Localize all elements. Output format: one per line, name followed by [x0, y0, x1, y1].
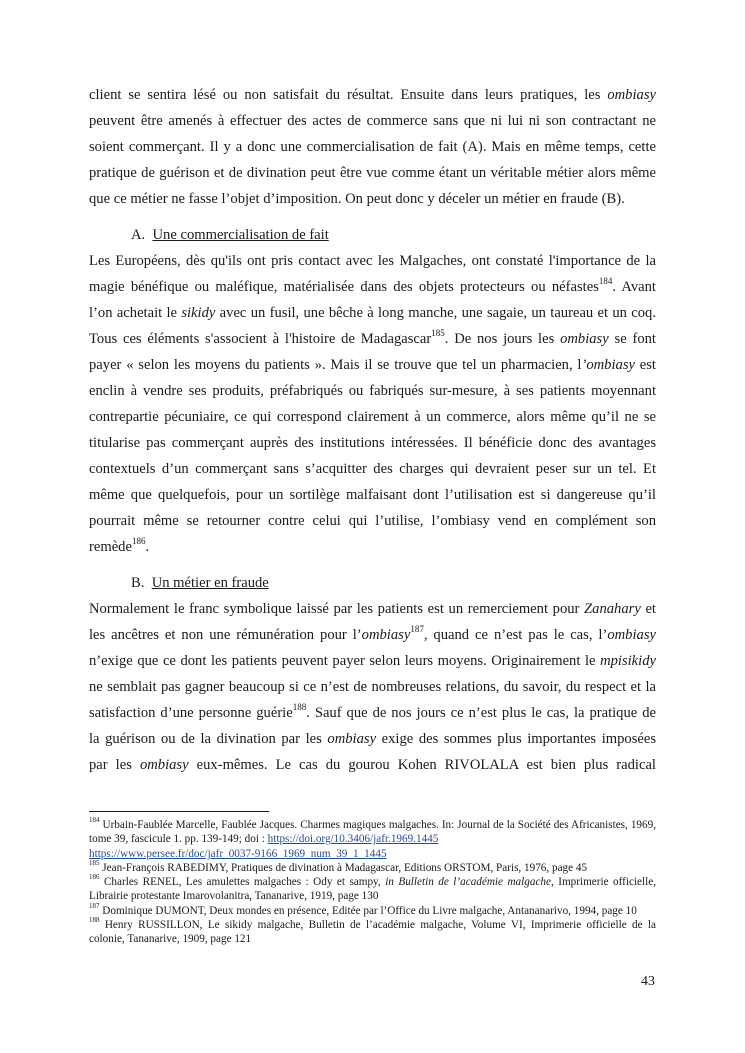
section-b-heading: B. Un métier en fraude — [131, 575, 269, 591]
footnote-186: $^{186}$ Charles RENEL, Les amulettes malgaches : Ody et sampy, in Bulletin de l’académie malgache, Imprimerie officielle, Librairie protestante Imarovolanitra, Tananarive, 1919, page 130 — [89, 873, 656, 903]
footnotes — [89, 818, 656, 947]
page-number: 43 — [641, 974, 655, 989]
footnote-187: $^{187}$ Dominique DUMONT, Deux mondes en présence, Editée par l’Office du Livre malgache, Antananarivo, 1994, page 10 — [89, 902, 637, 917]
footnote-184: $^{184}$ Urbain-Faublée Marcelle, Faublée Jacques. Charmes magiques malgaches. In: Journal de la Société des Africanistes, 1969, tome 39, fascicule 1. pp. 139-149; doi : https://doi.org/10.3406/jafr.1969.1445 https://www.persee.fr/doc/jafr_0037-9166_1969_num_39_1_1445 — [89, 816, 656, 860]
section-a-title: Une commercialisation de fait — [152, 227, 329, 243]
footnote-188: $^{188}$ Henry RUSSILLON, Le sikidy malgache, Bulletin de l’académie malgache, Volume VI, Imprimerie officielle de la colonie, Tananarive, 1909, page 121 — [89, 916, 656, 946]
footnote-ref-185[interactable]: 185 — [431, 328, 445, 339]
section-b-paragraph: Normalement le franc symbolique laissé par les patients est un remerciement pour Zanahary et les ancêtres et non une rémunération pour l’ombiasy$^{187}$, quand ce n’est pas le cas, l’ombiasy n’exige que ce dont les patients peuvent payer selon leurs moyens. Originairement le mpisikidy ne semblait pas gagner beaucoup si ce n’est de nombreuses relations, du savoir, du respect et la satisfaction d’une personne guérie$^{188}$. Sauf que de nos jours ce n’est plus le cas, la pratique de la guérison ou de la divination par les ombiasy exige des sommes plus importantes imposées par les ombiasy eux-mêmes. Le cas du gourou Kohen RIVOLALA est bien plus radical — [89, 601, 657, 773]
footnote-ref-188[interactable]: 188 — [292, 702, 307, 713]
intro-paragraph: client se sentira lésé ou non satisfait du résultat. Ensuite dans leurs pratiques, les ombiasy peuvent être amenés à effectuer des actes de commerce sans que ni lui ni son contractant ne soient commerçant. Il y a donc une commercialisation de fait (A). Mais en même temps, cette pratique de guérison et de divination peut être vue comme étant un véritable métier alors même que ce métier ne fasse l’objet d’imposition. On peut donc y déceler un métier en fraude (B). — [89, 87, 656, 207]
section-b-title: Un métier en fraude — [151, 575, 269, 591]
page-body — [89, 82, 656, 778]
section-a-paragraph: Les Européens, dès qu'ils ont pris contact avec les Malgaches, ont constaté l'importance de la magie bénéfique ou maléfique, matérialisée dans des objets protecteurs ou néfastes$^{184}$. Avant l’on achetait le sikidy avec un fusil, une bêche à long manche, une sagaie, un taureau et un coq. Tous ces éléments s'associent à l'histoire de Madagascar$^{185}$. De nos jours les ombiasy se font payer « selon les moyens du patients ». Mais il se trouve que tel un pharmacien, l’ombiasy est enclin à vendre ses produits, préfabriqués ou fabriqués sur-mesure, à ses patients moyennant contrepartie pécuniaire, ce qui correspond clairement à un commerce, alors même qu’il ne se titularise pas commerçant auprès des institutions intéressées. Il bénéficie donc des avantages contextuels d’un commerçant sans s’acquitter des charges qui devraient peser sur un tel. Et même que quelquefois, pour un sortilège malfaisant dont l’utilisation est si dangereuse qu’il pourrait même se retourner contre celui qui l’utilise, l’ombiasy vend en complément son remède$^{186}$. — [89, 253, 656, 555]
footnote-separator — [89, 811, 269, 812]
section-a-heading: A. Une commercialisation de fait — [131, 227, 329, 243]
footnote-ref-184[interactable]: 184 — [598, 276, 613, 287]
footnote-ref-186[interactable]: 186 — [131, 536, 146, 547]
footnote-185: $^{185}$ Jean-François RABEDIMY, Pratiques de divination à Madagascar, Editions ORSTOM, Paris, 1976, page 45 — [89, 859, 588, 874]
persee-link[interactable]: https://www.persee.fr/doc/jafr_0037-9166_1969_num_39_1_1445 — [89, 847, 387, 860]
doi-link[interactable]: https://doi.org/10.3406/jafr.1969.1445 — [267, 833, 439, 846]
footnote-ref-187[interactable]: 187 — [410, 624, 424, 635]
